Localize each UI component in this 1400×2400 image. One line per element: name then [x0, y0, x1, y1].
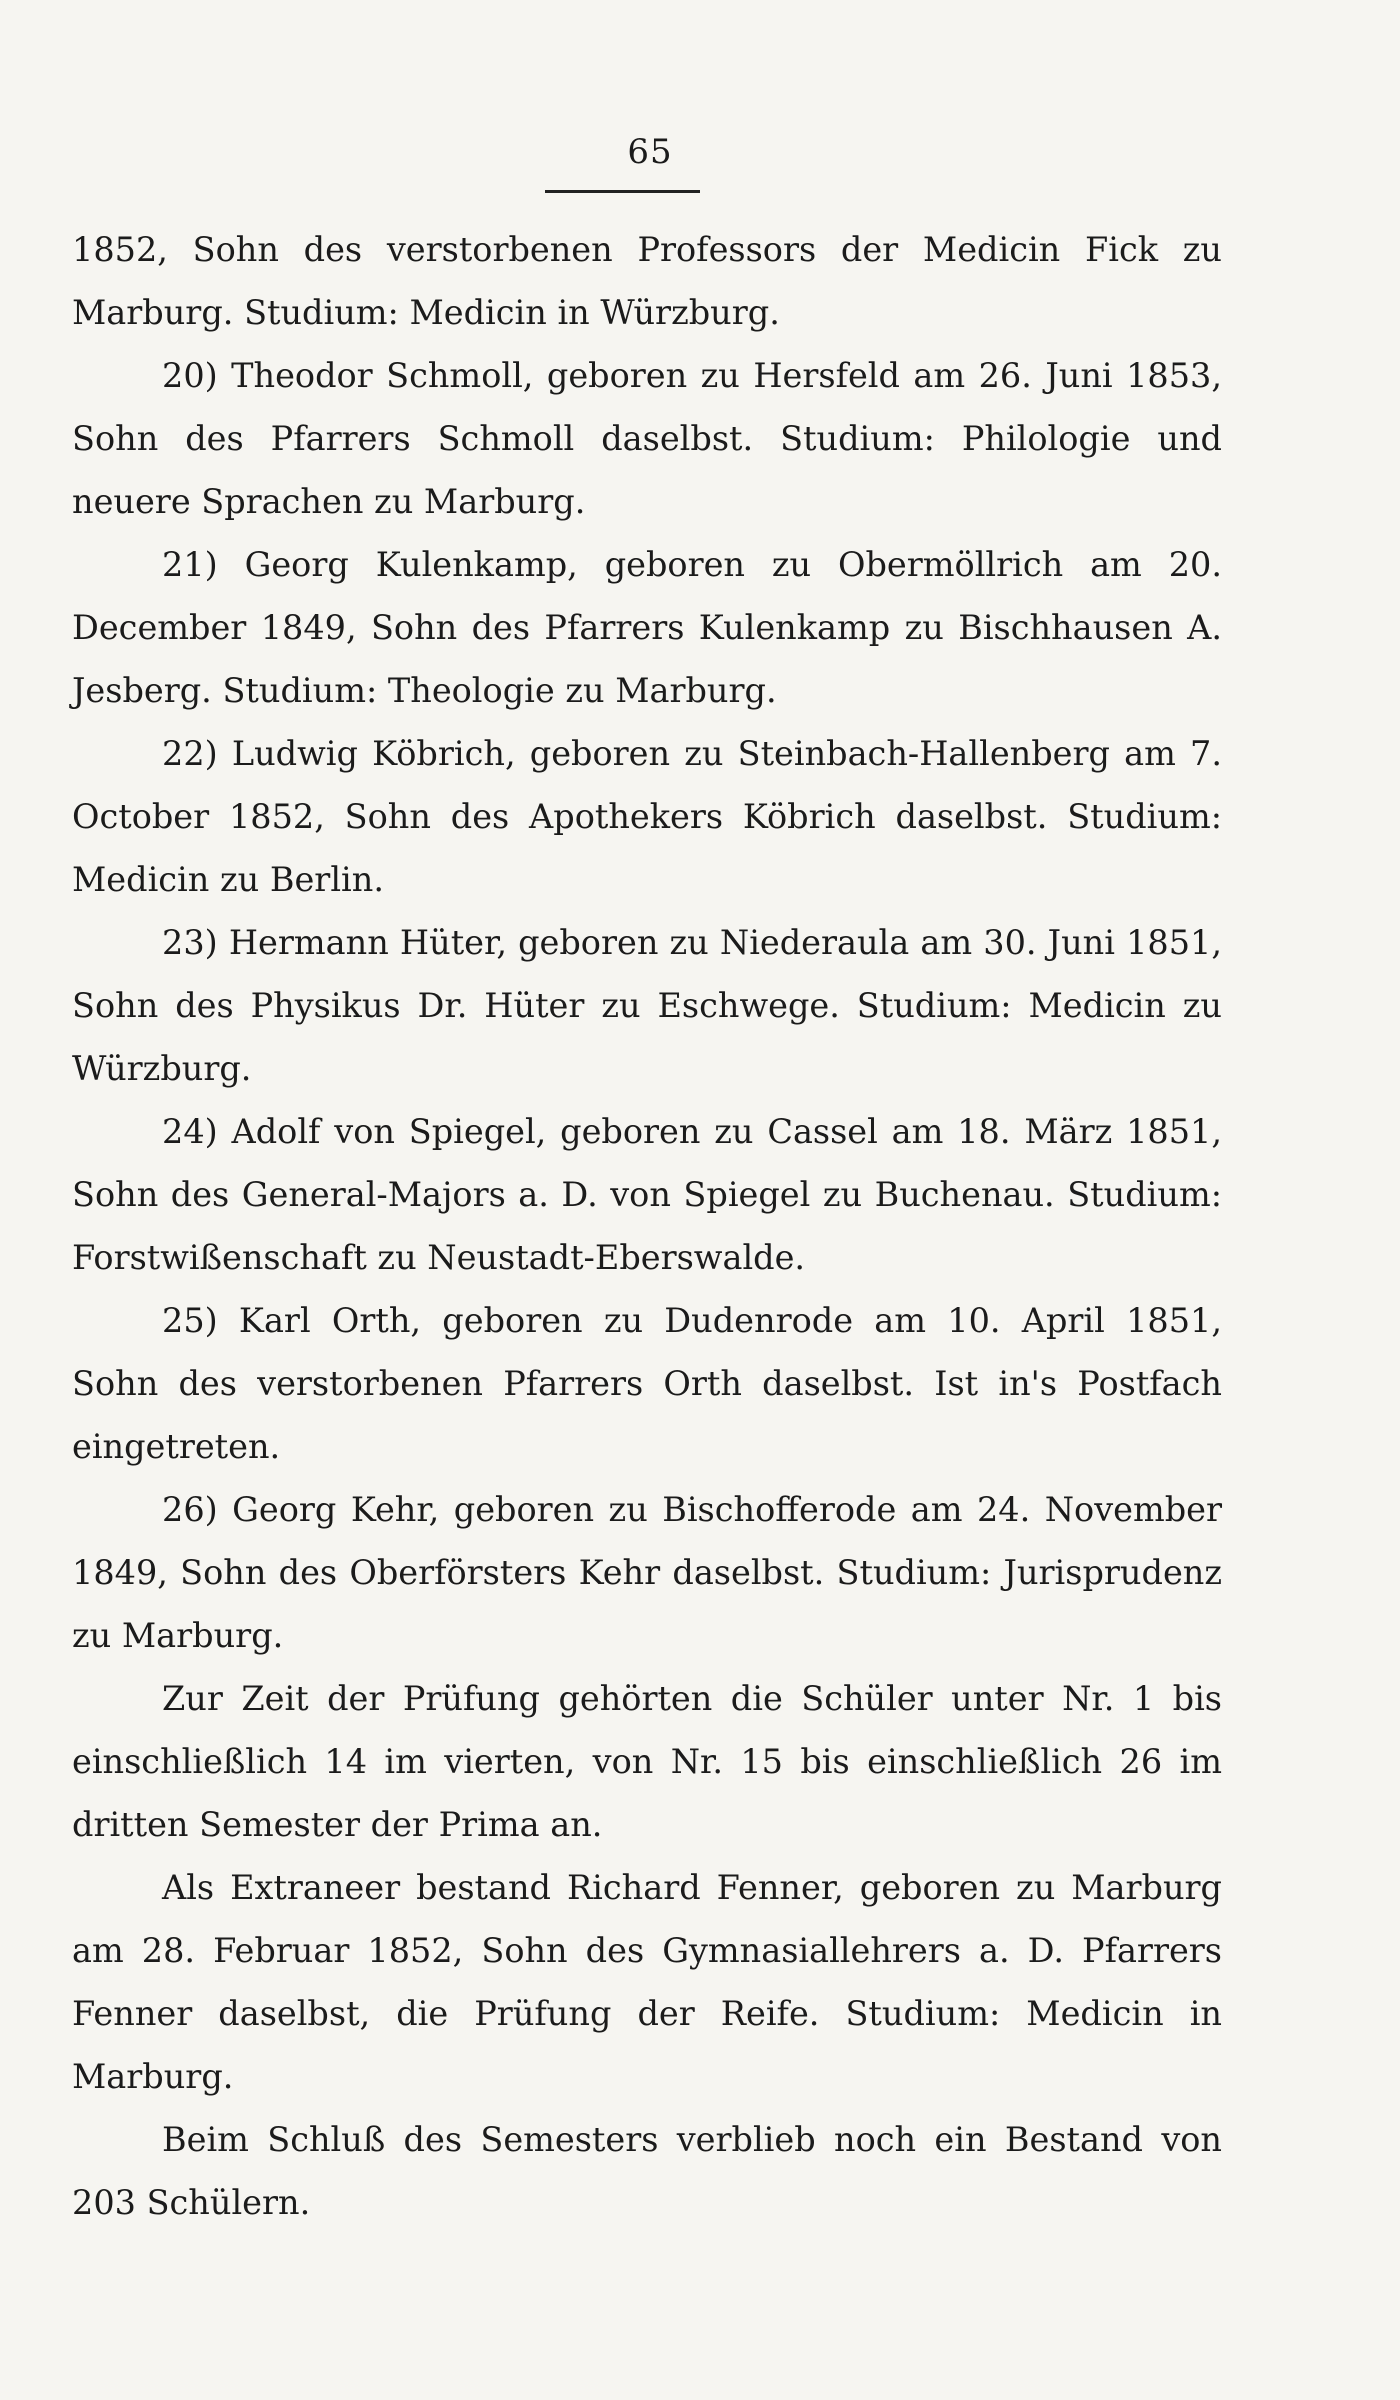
paragraph-continuation: 1852, Sohn des verstorbenen Professors der Medicin Fick zu Marburg. Studium: Medicin in Würzburg.: [72, 230, 1222, 332]
extraneer-note: Als Extraneer bestand Richard Fenner, geboren zu Marburg am 28. Februar 1852, Sohn des Gymnasiallehrers a. D. Pfarrers Fenner daselbst, die Prüfung der Reife. Studium: Medicin in Marburg.: [72, 1868, 1222, 2096]
semester-note: Zur Zeit der Prüfung gehörten die Schüler unter Nr. 1 bis einschließlich 14 im vierten, von Nr. 15 bis einschließlich 26 im dritten Semester der Prima an.: [72, 1679, 1222, 1844]
entry-25: 25) Karl Orth, geboren zu Dudenrode am 10. April 1851, Sohn des verstorbenen Pfarrers Orth daselbst. Ist in's Postfach eingetreten.: [72, 1301, 1222, 1466]
entry-20: 20) Theodor Schmoll, geboren zu Hersfeld am 26. Juni 1853, Sohn des Pfarrers Schmoll daselbst. Studium: Philologie und neuere Sprachen zu Marburg.: [72, 356, 1222, 521]
header-rule: [545, 190, 700, 193]
entry-22: 22) Ludwig Köbrich, geboren zu Steinbach-Hallenberg am 7. October 1852, Sohn des Apothekers Köbrich daselbst. Studium: Medicin zu Berlin.: [72, 734, 1222, 899]
page-number: 65: [627, 132, 673, 172]
entry-26: 26) Georg Kehr, geboren zu Bischofferode am 24. November 1849, Sohn des Oberförsters Kehr daselbst. Studium: Jurisprudenz zu Marburg.: [72, 1490, 1222, 1655]
entry-23: 23) Hermann Hüter, geboren zu Niederaula am 30. Juni 1851, Sohn des Physikus Dr. Hüter zu Eschwege. Studium: Medicin zu Würzburg.: [72, 923, 1222, 1088]
body-text: [72, 218, 1222, 2234]
entry-21: 21) Georg Kulenkamp, geboren zu Obermöllrich am 20. December 1849, Sohn des Pfarrers Kulenkamp zu Bischhausen A. Jesberg. Studium: Theologie zu Marburg.: [72, 545, 1222, 710]
closing-note: Beim Schluß des Semesters verblieb noch ein Bestand von 203 Schülern.: [72, 2120, 1222, 2222]
entry-24: 24) Adolf von Spiegel, geboren zu Cassel am 18. März 1851, Sohn des General-Majors a. D. von Spiegel zu Buchenau. Studium: Forstwißenschaft zu Neustadt-Eberswalde.: [72, 1112, 1222, 1277]
